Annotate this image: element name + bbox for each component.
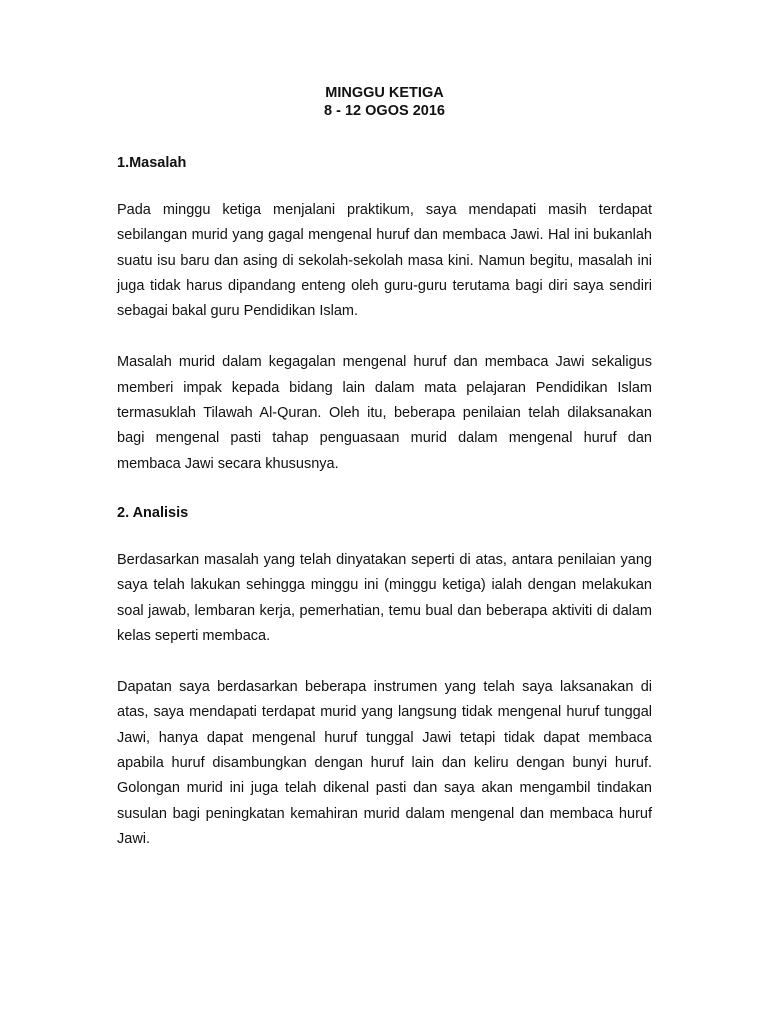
paragraph-masalah-2: Masalah murid dalam kegagalan mengenal huruf dan membaca Jawi sekaligus memberi impak kepada bidang lain dalam mata pelajaran Pendidikan Islam termasuklah Tilawah Al-Quran. Oleh itu, beberapa penilaian telah dilaksanakan bagi mengenal pasti tahap penguasaan murid dalam mengenal huruf dan membaca Jawi secara khususnya. [117,354,652,472]
title-week: MINGGU KETIGA [325,85,444,101]
document-body [117,84,652,852]
title-date: 8 - 12 OGOS 2016 [324,103,445,119]
document-title [117,84,652,120]
paragraph-masalah-1: Pada minggu ketiga menjalani praktikum, saya mendapati masih terdapat sebilangan murid yang gagal mengenal huruf dan membaca Jawi. Hal ini bukanlah suatu isu baru dan asing di sekolah-sekolah masa kini. Namun begitu, masalah ini juga tidak harus dipandang enteng oleh guru-guru terutama bagi diri saya sendiri sebagai bakal guru Pendidikan Islam. [117,202,652,320]
paragraph-analisis-2: Dapatan saya berdasarkan beberapa instrumen yang telah saya laksanakan di atas, saya mendapati terdapat murid yang langsung tidak mengenal huruf tunggal Jawi, hanya dapat mengenal huruf tunggal Jawi tetapi tidak dapat membaca apabila huruf disambungkan dengan huruf lain dan keliru dengan bunyi huruf. Golongan murid ini juga telah dikenal pasti dan saya akan mengambil tindakan susulan bagi peningkatan kemahiran murid dalam mengenal dan membaca huruf Jawi. [117,679,652,847]
section-heading-masalah: 1.Masalah [117,155,187,171]
paragraph-analisis-1: Berdasarkan masalah yang telah dinyatakan seperti di atas, antara penilaian yang saya telah lakukan sehingga minggu ini (minggu ketiga) ialah dengan melakukan soal jawab, lembaran kerja, pemerhatian, temu bual dan beberapa aktiviti di dalam kelas seperti membaca. [117,551,652,644]
section-heading-analisis: 2. Analisis [117,504,189,521]
